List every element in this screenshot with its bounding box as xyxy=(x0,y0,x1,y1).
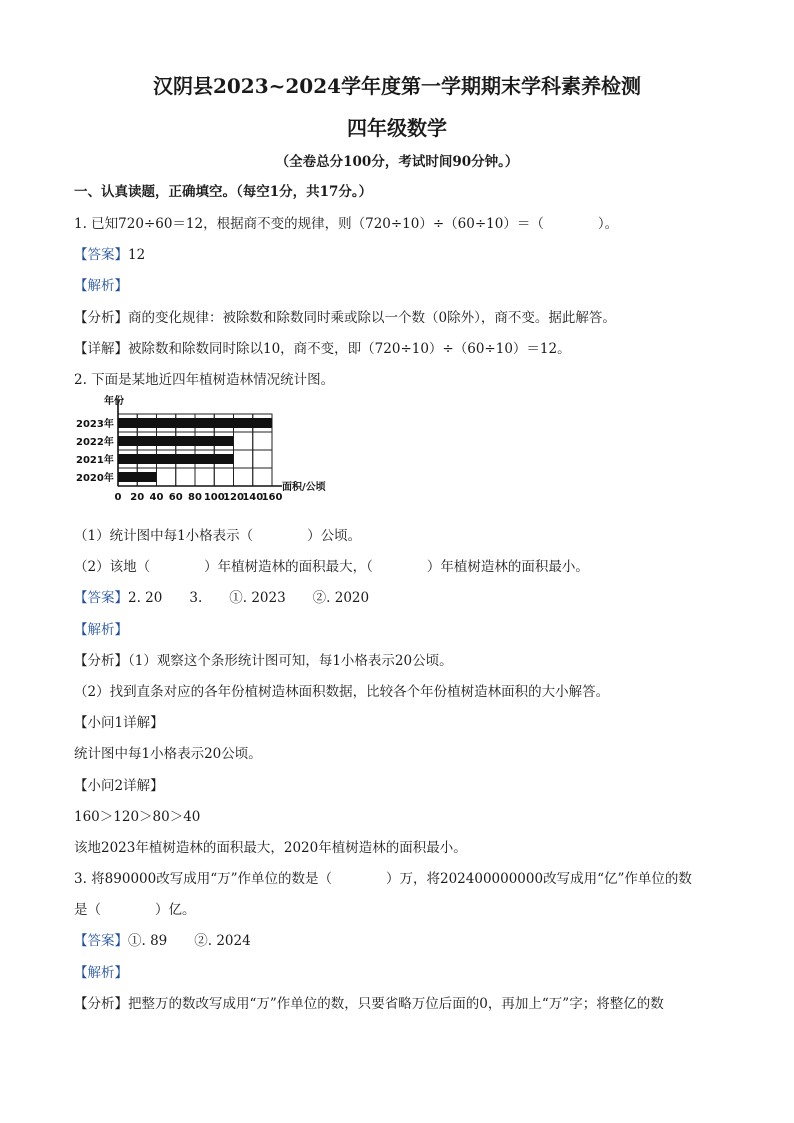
exam-note: （全卷总分100分，考试时间90分钟。） xyxy=(275,154,519,170)
grid-cell xyxy=(234,432,253,450)
q1-answer xyxy=(74,246,145,264)
x-tick-label: 140 xyxy=(242,492,264,503)
q2-sub1: （1）统计图中每1小格表示（ ）公顷。 xyxy=(74,528,362,544)
x-tick-label: 20 xyxy=(130,492,145,503)
x-tick-label: 120 xyxy=(223,492,244,503)
q1-jiexi-tag: 【解析】 xyxy=(74,278,128,294)
q1-xiangjie xyxy=(74,340,571,358)
tree-planting-bar-chart xyxy=(74,392,364,522)
xiangjie-text: 被除数和除数同时除以10，商不变，即（720÷10）÷（60÷10）＝12。 xyxy=(128,341,571,357)
section-heading: 一、认真读题，正确填空。（每空1分，共17分。） xyxy=(74,184,373,200)
grid-cell xyxy=(253,432,272,450)
grid-cell xyxy=(214,468,233,486)
q2-fenxi2: （2）找到直条对应的各年份植树造林面积数据，比较各个年份植树造林面积的大小解答。 xyxy=(74,684,610,700)
q2-xw2-tag: 【小问2详解】 xyxy=(74,778,164,794)
q3-question-line2: 是（ ）亿。 xyxy=(74,902,196,918)
category-label: 2023年 xyxy=(76,419,114,430)
grid-cell xyxy=(253,450,272,468)
answer-text: ①. 89 ②. 2024 xyxy=(128,933,251,949)
q2-xw2-line1: 160＞120＞80＞40 xyxy=(74,809,201,825)
grid-cell xyxy=(176,468,195,486)
bar-2020年 xyxy=(118,472,157,482)
category-label: 2021年 xyxy=(76,455,114,466)
q3-fenxi xyxy=(74,995,664,1013)
x-tick-label: 100 xyxy=(203,492,225,503)
grid-cell xyxy=(253,468,272,486)
grid-cell xyxy=(195,468,214,486)
q2-fenxi1 xyxy=(74,652,453,670)
y-axis-label: 年份 xyxy=(104,396,124,407)
xiangjie-tag: 【详解】 xyxy=(74,341,128,357)
q2-xw1-tag: 【小问1详解】 xyxy=(74,715,164,731)
fenxi-tag: 【分析】 xyxy=(74,996,128,1012)
q1-fenxi xyxy=(74,309,616,327)
q3-jiexi-tag: 【解析】 xyxy=(74,965,128,981)
q2-question: 2. 下面是某地近四年植树造林情况统计图。 xyxy=(74,372,335,388)
category-label: 2022年 xyxy=(76,437,114,448)
bar-2021年 xyxy=(118,454,234,464)
q2-jiexi-tag: 【解析】 xyxy=(74,622,128,638)
fenxi-tag: 【分析】 xyxy=(74,310,128,326)
q2-sub2: （2）该地（ ）年植树造林的面积最大，（ ）年植树造林的面积最小。 xyxy=(74,559,589,575)
q1-question: 1. 已知720÷60＝12，根据商不变的规律，则（720÷10）÷（60÷10）＝（ ）。 xyxy=(74,216,619,232)
q3-question-line1: 3. 将890000改写成用“万”作单位的数是（ ）万，将202400000000改写成用“亿”作单位的数 xyxy=(74,871,692,887)
bar-2023年 xyxy=(118,418,272,428)
exam-subtitle: 四年级数学 xyxy=(347,116,447,140)
x-tick-label: 60 xyxy=(168,492,183,503)
fenxi-text: （1）观察这个条形统计图可知，每1小格表示20公顷。 xyxy=(128,653,453,669)
q2-xw2-line2: 该地2023年植树造林的面积最大，2020年植树造林的面积最小。 xyxy=(74,840,467,856)
fenxi-tag: 【分析】 xyxy=(74,653,128,669)
fenxi-text: 把整万的数改写成用“万”作单位的数，只要省略万位后面的0，再加上“万”字；将整亿的数 xyxy=(128,996,664,1012)
bar-2022年 xyxy=(118,436,234,446)
x-tick-label: 80 xyxy=(188,492,202,503)
q2-answer xyxy=(74,589,369,607)
grid-cell xyxy=(157,468,176,486)
answer-text: 12 xyxy=(128,247,146,263)
answer-tag: 【答案】 xyxy=(74,247,128,263)
exam-title: 汉阴县2023~2024学年度第一学期期末学科素养检测 xyxy=(152,74,642,98)
category-label: 2020年 xyxy=(76,473,114,484)
x-axis-label: 面积/公顷 xyxy=(282,482,326,493)
q2-xw1: 统计图中每1小格表示20公顷。 xyxy=(74,746,262,762)
answer-tag: 【答案】 xyxy=(74,590,128,606)
x-tick-label: 0 xyxy=(114,492,122,503)
x-tick-label: 40 xyxy=(149,492,164,503)
x-tick-label: 160 xyxy=(261,492,283,503)
grid-cell xyxy=(234,468,253,486)
answer-tag: 【答案】 xyxy=(74,933,128,949)
fenxi-text: 商的变化规律：被除数和除数同时乘或除以一个数（0除外），商不变。据此解答。 xyxy=(128,310,616,326)
answer-text: 2. 20 3. ①. 2023 ②. 2020 xyxy=(128,590,370,606)
q3-answer xyxy=(74,932,251,950)
grid-cell xyxy=(234,450,253,468)
